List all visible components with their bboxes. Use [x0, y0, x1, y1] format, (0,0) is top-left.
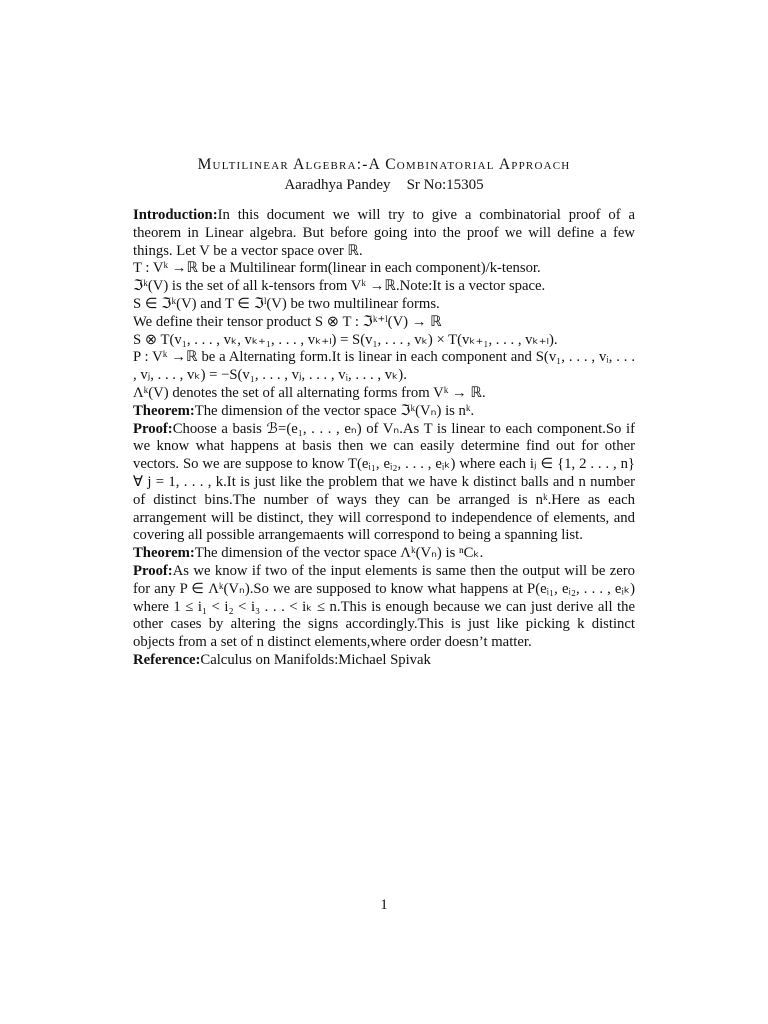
section-text: Λᵏ(V) denotes the set of all alternating forms from Vᵏ → ℝ. [133, 384, 486, 401]
author-roll-number: Sr No:15305 [406, 177, 484, 193]
section-heading: Reference: [133, 651, 201, 668]
section-heading: Theorem: [133, 402, 195, 419]
author-line [0, 175, 768, 195]
section-text: In this document we will try to give a combinatorial proof of a theorem in Linear algebra. But before going into the proof we will define a few things. Let V be a vector space over ℝ. [133, 207, 635, 259]
section-introduction [133, 207, 635, 260]
section-heading: Proof: [133, 562, 173, 579]
page-number: 1 [380, 897, 388, 913]
section-text: We define their tensor product S ⊗ T : ℑᵏ⁺ˡ(V) → ℝ [133, 313, 442, 330]
definition-two-forms [133, 296, 635, 314]
section-heading: Introduction: [133, 207, 218, 223]
title-block [0, 155, 768, 195]
proof-1 [133, 421, 635, 546]
section-text: The dimension of the vector space Λᵏ(Vₙ) is ⁿCₖ. [194, 545, 484, 562]
section-text: As we know if two of the input elements is same then the output will be zero for any P ∈ Λᵏ(Vₙ).So we are supposed to know what happens at P(eᵢ₁, eᵢ₂, . . . , eᵢₖ) where 1 ≤ i₁ < i₂ < i₃ . . . < iₖ ≤ n.This is enough because we can just derive all the other cases by altering the signs accordingly.This is just like picking k distinct objects from a set of n distinct elements,where order doesn’t matter. [133, 562, 635, 651]
definition-tensor-space [133, 278, 635, 296]
document-body [133, 207, 635, 670]
section-text: S ∈ ℑᵏ(V) and T ∈ ℑˡ(V) be two multilinear forms. [133, 295, 440, 312]
definition-alternating-space [133, 385, 635, 403]
reference [133, 652, 635, 670]
section-text: T : Vᵏ →ℝ be a Multilinear form(linear in each component)/k-tensor. [133, 260, 541, 277]
proof-2 [133, 563, 635, 652]
section-text: P : Vᵏ →ℝ be a Alternating form.It is linear in each component and S(v₁, . . . , vᵢ, . . . , vⱼ, . . . , vₖ) = −S(v₁, . . . , vⱼ, . . . , vᵢ, . . . , vₖ). [133, 349, 635, 384]
section-heading: Theorem: [133, 545, 195, 562]
definition-tensor-product [133, 314, 635, 332]
section-text: The dimension of the vector space ℑᵏ(Vₙ) is nᵏ. [194, 402, 475, 419]
theorem-2 [133, 545, 635, 563]
paper-title: Multilinear Algebra:-A Combinatorial Approach [197, 156, 571, 173]
section-text: Choose a basis ℬ=(e₁, . . . , eₙ) of Vₙ.As T is linear to each component.So if we know what happens at basis then we can easily determine find out for other vectors. So we are suppose to know T(eᵢ₁, eᵢ₂, . . . , eᵢₖ) where each iⱼ ∈ {1, 2 . . . , n} ∀ j = 1, . . . , k.It is just like the problem that we have k distinct balls and n number of distinct bins.The number of ways they can be arranged is nᵏ.Here as each arrangement will be distinct, they will correspond to independence of elements, and covering all possible arrangemaents will correspond to being a spanning list. [133, 420, 635, 544]
author-name: Aaradhya Pandey [284, 177, 391, 193]
section-text: Calculus on Manifolds:Michael Spivak [200, 651, 431, 668]
definition-alternating-form [133, 349, 635, 385]
tensor-product-formula [133, 332, 635, 350]
definition-multilinear-form [133, 260, 635, 278]
section-text: S ⊗ T(v₁, . . . , vₖ, vₖ₊₁, . . . , vₖ₊ₗ) = S(v₁, . . . , vₖ) × T(vₖ₊₁, . . . , vₖ₊ₗ). [133, 331, 558, 348]
section-heading: Proof: [133, 420, 173, 437]
theorem-1 [133, 403, 635, 421]
section-text: ℑᵏ(V) is the set of all k-tensors from Vᵏ →ℝ.Note:It is a vector space. [133, 278, 546, 295]
